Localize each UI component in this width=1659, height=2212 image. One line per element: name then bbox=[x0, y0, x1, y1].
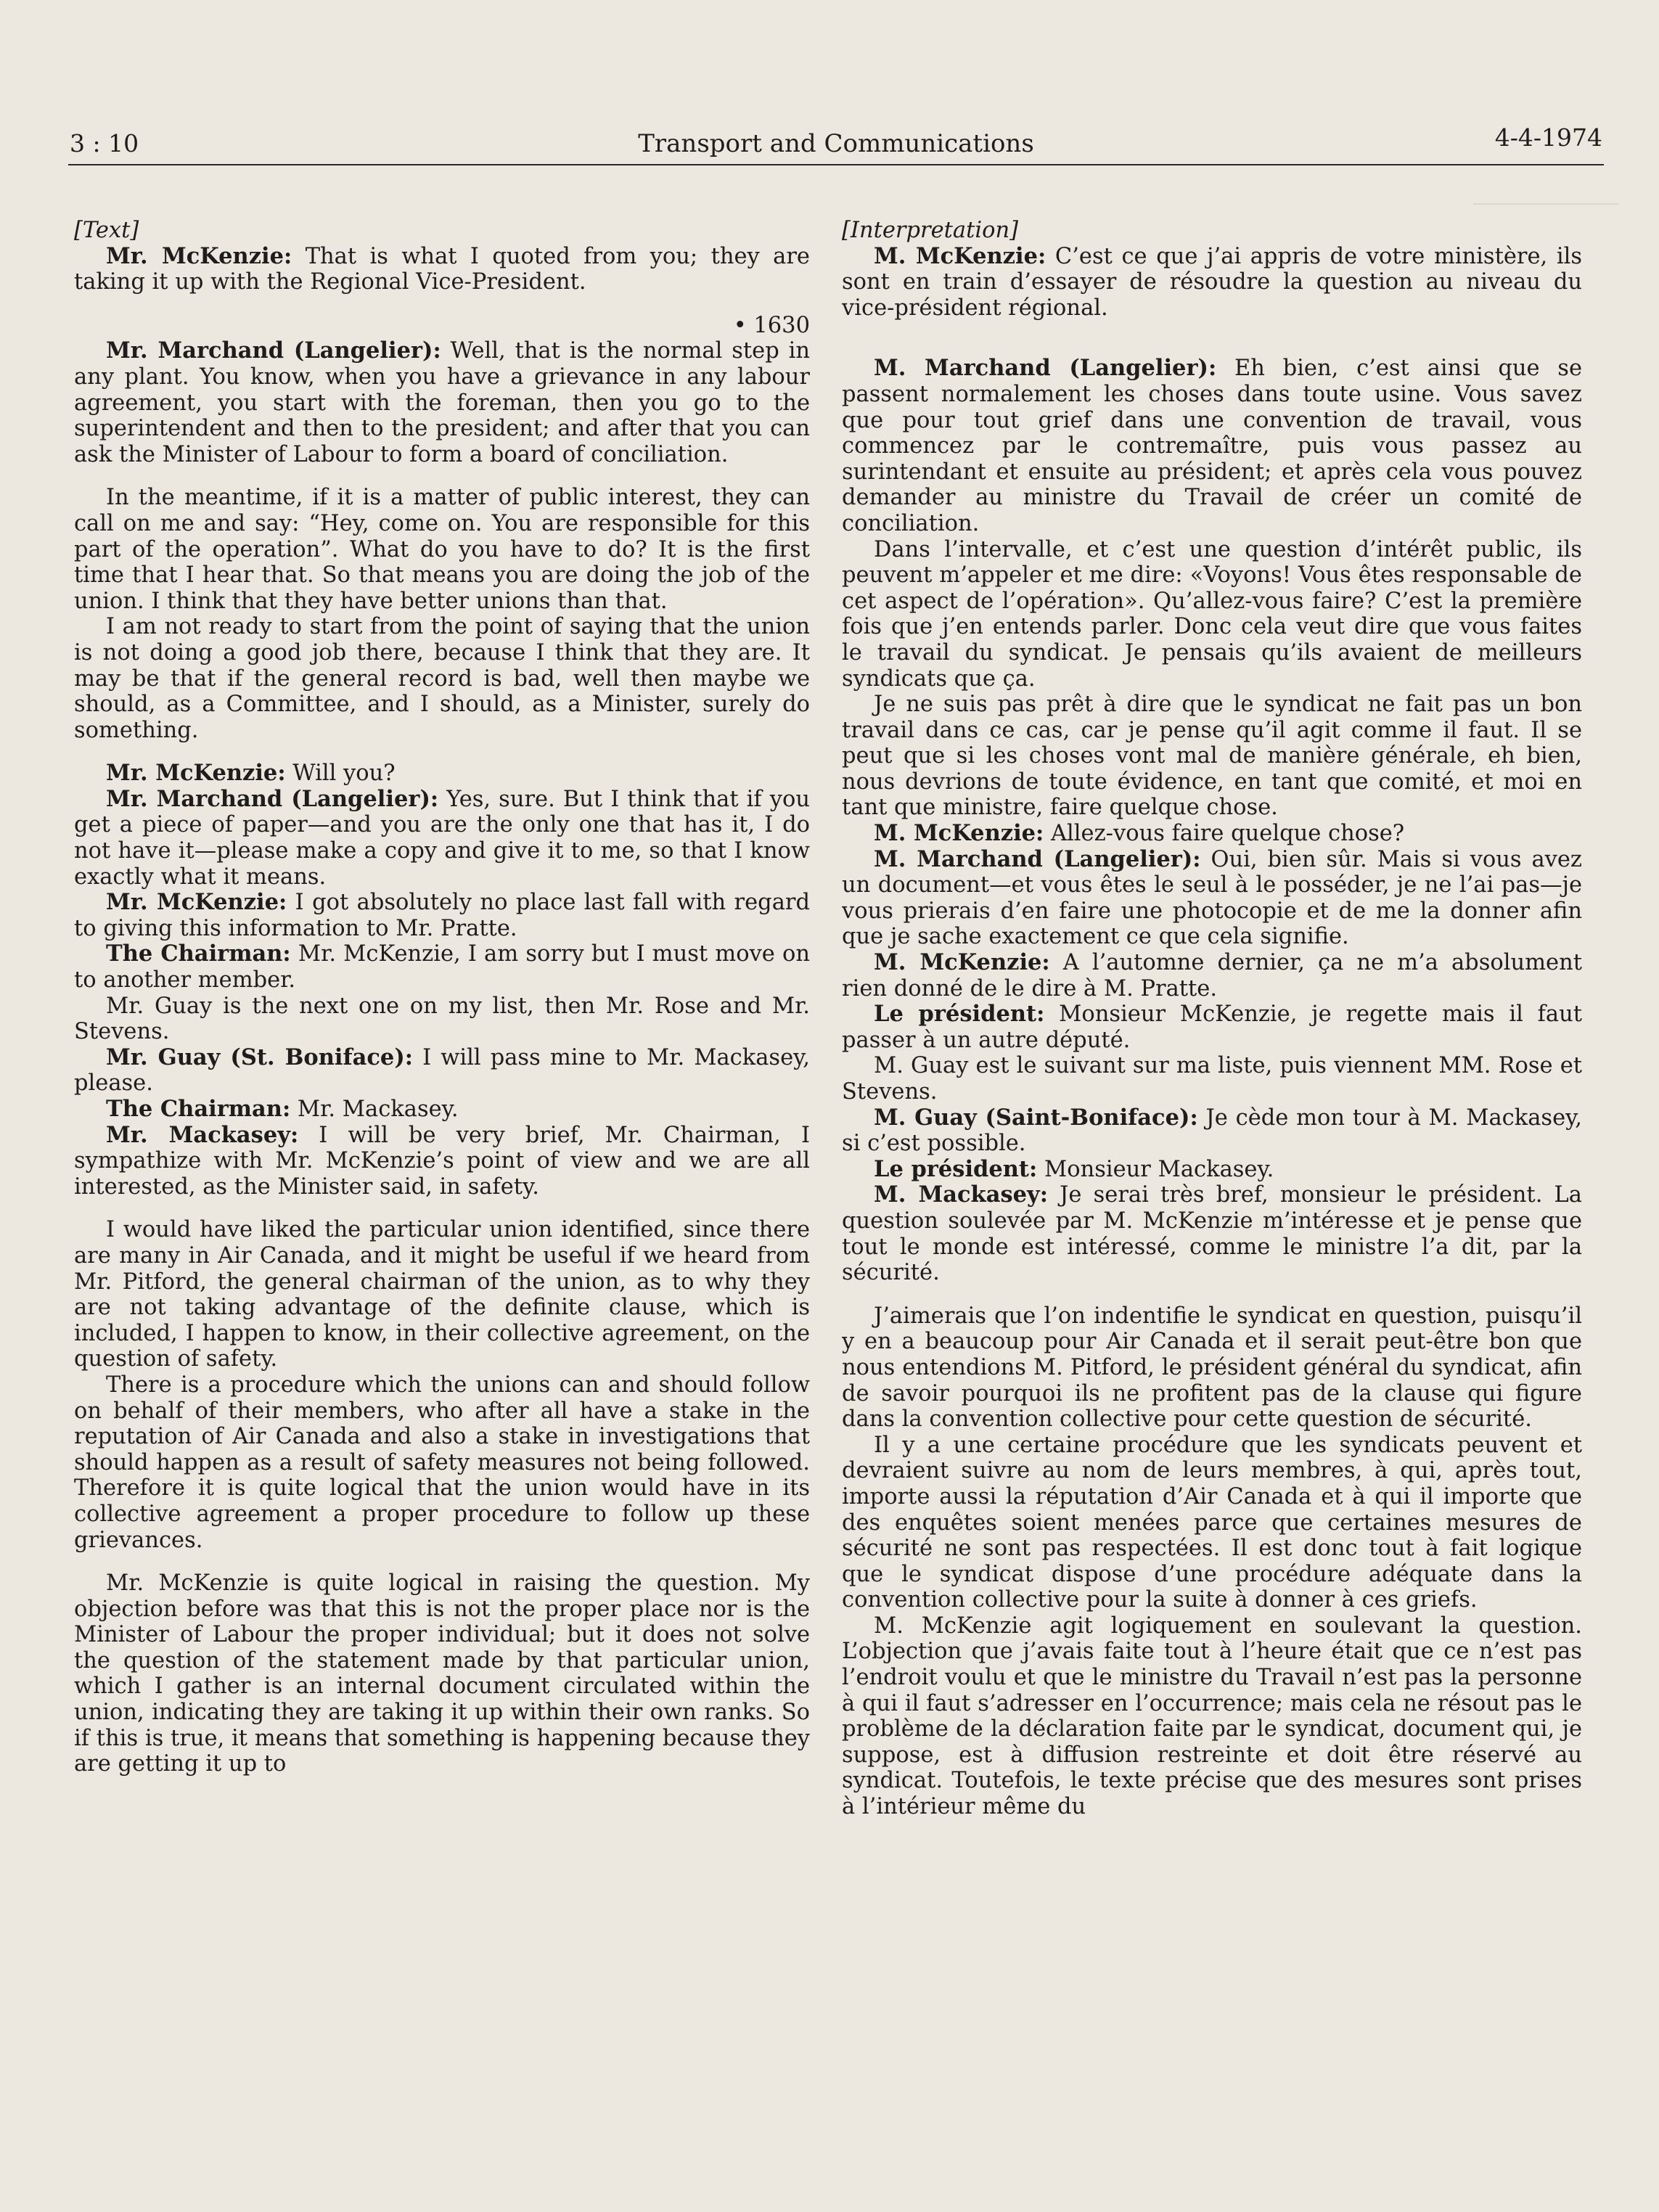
paragraph-text: A l’automne dernier, ça ne m’a absolument rien donné de le dire à M. Pratte. bbox=[842, 950, 1582, 1001]
speaker-name: Le président: bbox=[874, 1155, 1038, 1182]
paragraph-text: M. Guay est le suivant sur ma liste, puis viennent MM. Rose et Stevens. bbox=[842, 1053, 1582, 1105]
paragraph bbox=[74, 1217, 810, 1372]
paragraph bbox=[842, 1613, 1582, 1820]
speaker-name: M. Marchand (Langelier): bbox=[874, 355, 1217, 382]
speaker-name: Mr. Marchand (Langelier): bbox=[106, 785, 439, 812]
paragraph bbox=[842, 1303, 1582, 1433]
paragraph bbox=[842, 1001, 1582, 1053]
paragraph-text: M. McKenzie agit logiquement en soulevant la question. L’objection que j’avais faite tout à l’heure était que ce n’est pas l’endroit voulu et que le ministre du Travail n’est pas la personne à qui il faut s’adresser en l’occurrence; mais cela ne résout pas le problème de la déclaration faite par le syndicat, document qui, je suppose, est à diffusion restreinte et doit être réservé au syndicat. Toutefois, le texte précise que des mesures sont prises à l’intérieur même du bbox=[842, 1613, 1582, 1820]
paragraph-text: Dans l’intervalle, et c’est une question d’intérêt public, ils peuvent m’appeler et me dire: «Voyons! Vous êtes responsable de cet aspect de l’opération». Qu’allez-vous faire? C’est la première fois que j’en entends parler. Donc cela veut dire que vous faites le travail du syndicat. Je pensais qu’ils avaient de meilleurs syndicats que ça. bbox=[842, 536, 1582, 692]
paragraph bbox=[74, 614, 810, 743]
paragraph bbox=[74, 1123, 810, 1200]
speaker-name: Mr. Guay (St. Boniface): bbox=[106, 1044, 414, 1070]
paragraph bbox=[74, 244, 810, 295]
speaker-name: Le président: bbox=[874, 1001, 1045, 1028]
paragraph bbox=[842, 821, 1582, 847]
speaker-name: M. Mackasey: bbox=[874, 1181, 1049, 1208]
paragraph bbox=[842, 244, 1582, 321]
paragraph bbox=[842, 1433, 1582, 1613]
paragraph bbox=[74, 994, 810, 1045]
paragraph bbox=[74, 941, 810, 993]
paragraph bbox=[842, 1053, 1582, 1105]
section-tag-interpretation: [Interpretation] bbox=[842, 218, 1018, 243]
header-rule bbox=[68, 164, 1604, 165]
paragraph bbox=[74, 890, 810, 941]
speaker-name: M. McKenzie: bbox=[874, 949, 1050, 976]
paragraph-text: Je cède mon tour à M. Mackasey, si c’est possible. bbox=[842, 1105, 1582, 1157]
paragraph bbox=[842, 1105, 1582, 1157]
paragraph bbox=[74, 787, 810, 890]
left-column-english bbox=[74, 218, 810, 2177]
paragraph-text: Well, that is the normal step in any plant. You know, when you have a grievance in any labour agreement, you start with the foreman, then you go to the superintendent and then to the president; and after that you can ask the Minister of Labour to form a board of conciliation. bbox=[74, 338, 810, 467]
speaker-name: M. Guay (Saint-Boniface): bbox=[874, 1104, 1198, 1131]
speaker-name: Mr. McKenzie: bbox=[106, 889, 287, 916]
page-date: 4-4-1974 bbox=[1494, 123, 1602, 152]
paragraph-text: Monsieur McKenzie, je regette mais il faut passer à un autre député. bbox=[842, 1001, 1582, 1053]
paragraph-text: C’est ce que j’ai appris de votre ministère, ils sont en train d’essayer de résoudre la question au niveau du vice-président régional. bbox=[842, 243, 1582, 321]
paragraph bbox=[842, 1157, 1582, 1183]
paragraph bbox=[74, 761, 810, 787]
time-marker: • 1630 bbox=[733, 312, 810, 338]
paragraph-text: I am not ready to start from the point of saying that the union is not doing a good job there, because I think that they are. It may be that if the general record is bad, well then maybe we should, as a Committee, and I should, as a Minister, surely do something. bbox=[74, 614, 810, 743]
speaker-name: M. Marchand (Langelier): bbox=[874, 845, 1201, 872]
paragraph bbox=[74, 338, 810, 467]
paragraph-text: Il y a une certaine procédure que les syndicats peuvent et devraient suivre au nom de leurs membres, à qui, après tout, importe aussi la réputation d’Air Canada et à qui il importe que des enquêtes soient menées parce que certaines mesures de sécurité ne sont pas respectées. Il est donc tout à fait logique que le syndicat dispose d’une procédure adéquate dans la convention collective pour la suite à donner à ces griefs. bbox=[842, 1432, 1582, 1613]
speaker-name: The Chairman: bbox=[106, 1096, 291, 1122]
paragraph bbox=[74, 1045, 810, 1097]
paragraph-text: Mr. Mackasey. bbox=[290, 1097, 459, 1122]
speaker-name: M. McKenzie: bbox=[874, 242, 1046, 269]
paragraph-text: Mr. McKenzie, I am sorry but I must move on to another member. bbox=[74, 941, 810, 994]
paragraph-text: I got absolutely no place last fall with regard to giving this information to Mr. Pratte. bbox=[74, 890, 810, 941]
paragraph-text: Mr. Guay is the next one on my list, then Mr. Rose and Mr. Stevens. bbox=[74, 993, 810, 1045]
paragraph-text: In the meantime, if it is a matter of public interest, they can call on me and say: “Hey, come on. You are responsible for this part of the operation”. What do you have to do? It is the first time that I hear that. So that means you are doing the job of the union. I think that they have better unions than that. bbox=[74, 485, 810, 614]
paragraph-text: J’aimerais que l’on indentifie le syndicat en question, puisqu’il y en a beaucoup pour Air Canada et il serait peut-être bon que nous entendions M. Pitford, le président général du syndicat, afin de savoir pourquoi ils ne profitent pas de la clause qui figure dans la convention collective pour cette question de sécurité. bbox=[842, 1303, 1582, 1433]
paragraph bbox=[842, 537, 1582, 692]
paragraph bbox=[74, 1097, 810, 1123]
paragraph-text: I will be very brief, Mr. Chairman, I sympathize with Mr. McKenzie’s point of view and we are all interested, as the Minister said, in safety. bbox=[74, 1122, 810, 1200]
paragraph-text: There is a procedure which the unions can and should follow on behalf of their members, who after all have a stake in the reputation of Air Canada and also a stake in investigations that should happen as a result of safety measures not being followed. Therefore it is quite logical that the union would have in its collective agreement a proper procedure to follow up these grievances. bbox=[74, 1372, 810, 1553]
paragraph-text: Allez-vous faire quelque chose? bbox=[1044, 821, 1405, 847]
right-column-french bbox=[842, 218, 1582, 2177]
paragraph-text: Monsieur Mackasey. bbox=[1037, 1156, 1274, 1182]
paragraph bbox=[74, 1372, 810, 1553]
page-header bbox=[70, 123, 1602, 173]
paragraph bbox=[842, 950, 1582, 1001]
paragraph-text: Je ne suis pas prêt à dire que le syndicat ne fait pas un bon travail dans ce cas, car je pense qu’il agit comme il faut. Il se peut que si les choses vont mal de manière générale, eh bien, nous devrions de toute évidence, en tant que comité, et moi en tant que ministre, faire quelque chose. bbox=[842, 692, 1582, 821]
paragraph bbox=[74, 485, 810, 614]
paragraph bbox=[842, 847, 1582, 950]
paragraph-text: I would have liked the particular union identified, since there are many in Air Canada, and it might be useful if we heard from Mr. Pitford, the general chairman of the union, as to why they are not taking advantage of the definite clause, which is included, I happen to know, in their collective agreement, on the question of safety. bbox=[74, 1217, 810, 1372]
paragraph bbox=[842, 356, 1582, 536]
speaker-name: The Chairman: bbox=[106, 941, 291, 967]
speaker-name: Mr. McKenzie: bbox=[106, 760, 286, 787]
paragraph-text: Will you? bbox=[285, 761, 396, 787]
paragraph-text: Oui, bien sûr. Mais si vous avez un document—et vous êtes le seul à le posséder, je ne l’ai pas—je vous prierais d’en faire une photocopie et de me la donner afin que je sache exactement ce que cela signifie. bbox=[842, 846, 1582, 950]
paragraph bbox=[842, 692, 1582, 821]
paragraph-text: Yes, sure. But I think that if you get a piece of paper—and you are the only one that has it, I do not have it—please make a copy and give it to me, so that I know exactly what it means. bbox=[74, 786, 810, 890]
speaker-name: Mr. Marchand (Langelier): bbox=[106, 337, 441, 364]
paragraph bbox=[74, 1570, 810, 1777]
paragraph bbox=[842, 1182, 1582, 1285]
paragraph-text: Eh bien, c’est ainsi que se passent normalement les choses dans toute usine. Vous savez que pour tout grief dans une convention de travail, vous commencez par le contremaître, puis vous passez au surintendant et ensuite au président; et après cela vous pouvez demander au ministre du Travail de créer un comité de conciliation. bbox=[842, 356, 1582, 536]
page-title: Transport and Communications bbox=[638, 129, 1034, 158]
speaker-name: Mr. Mackasey: bbox=[106, 1121, 299, 1148]
speaker-name: Mr. McKenzie: bbox=[106, 242, 292, 269]
paragraph-text: Mr. McKenzie is quite logical in raising the question. My objection before was that this is not the proper place nor is the Minister of Labour the proper individual; but it does not solve the question of the statement made by that particular union, which I gather is an internal document circulated within the union, indicating they are taking it up within their own ranks. So if this is true, it means that something is happening because they are getting it up to bbox=[74, 1570, 810, 1777]
speaker-name: M. McKenzie: bbox=[874, 820, 1044, 847]
section-tag-text: [Text] bbox=[74, 218, 139, 243]
paragraph-text: That is what I quoted from you; they are taking it up with the Regional Vice-President. bbox=[74, 243, 810, 295]
page-number: 3 : 10 bbox=[70, 129, 139, 157]
paragraph-text: I will pass mine to Mr. Mackasey, please. bbox=[74, 1044, 810, 1097]
paragraph-text: Je serai très bref, monsieur le président. La question soulevée par M. McKenzie m’intéresse et je pense que tout le monde est intéressé, comme le ministre l’a dit, par la sécurité. bbox=[842, 1182, 1582, 1286]
